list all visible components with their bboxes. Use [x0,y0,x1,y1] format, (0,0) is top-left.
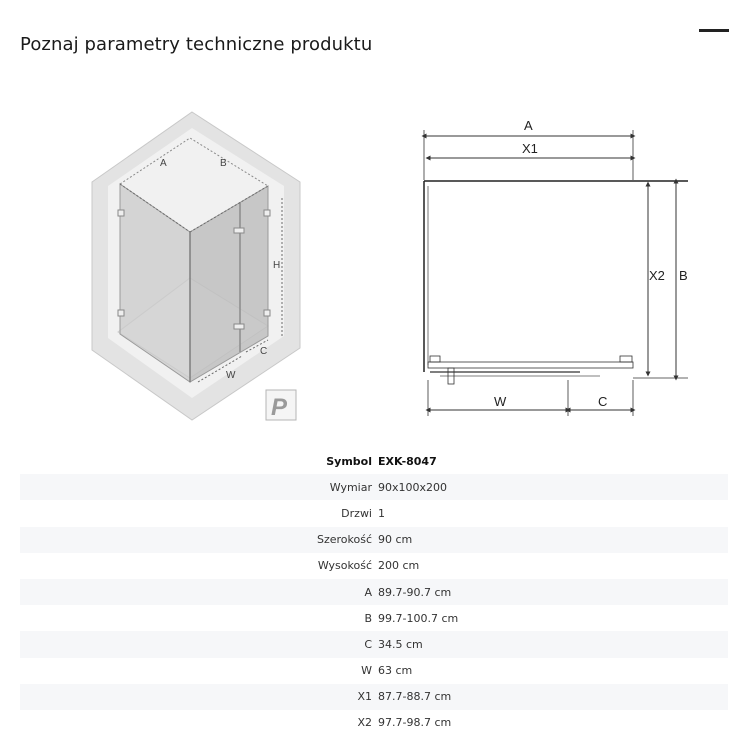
plan-label-b: B [679,268,688,283]
spec-value: 200 cm [378,559,420,573]
spec-value: 99.7-100.7 cm [378,611,459,625]
hinge [118,310,124,316]
iso-label-c: C [260,346,268,357]
shower-iso-diagram [80,100,310,422]
spec-row [20,500,728,526]
spec-key: Szerokość [316,533,372,547]
shower-plan-diagram [400,110,700,420]
spec-key: X2 [357,716,372,730]
menu-toggle-icon[interactable] [699,29,729,32]
spec-row [20,448,728,474]
spec-value: 90x100x200 [378,480,448,494]
spec-value: 90 cm [378,533,413,547]
spec-key: B [364,611,372,625]
spec-row [20,710,728,736]
spec-key: X1 [357,690,372,704]
spec-row [20,605,728,631]
iso-label-a: A [160,158,167,169]
spec-value: 97.7-98.7 cm [378,716,452,730]
plan-label-x2: X2 [649,268,665,283]
iso-label-h: H [273,260,281,271]
hinge [118,210,124,216]
hinge [264,210,270,216]
plan-label-w: W [494,394,507,409]
spec-key: C [364,637,372,651]
handle [234,228,244,233]
hinge [264,310,270,316]
spec-value: 34.5 cm [378,637,423,651]
spec-key: A [364,585,372,599]
spec-key: W [361,664,372,678]
spec-row [20,553,728,579]
spec-key: Drzwi [341,506,372,520]
brand-logo-letter: P [271,394,288,421]
hinge-right [620,356,632,362]
spec-row [20,527,728,553]
spec-value: 1 [378,506,385,520]
spec-value: EXK-8047 [378,454,437,468]
spec-row [20,474,728,500]
spec-key: Wysokość [317,559,372,573]
spec-key: Symbol [326,454,372,468]
iso-label-b: B [220,158,227,169]
front-glass [428,362,633,368]
spec-value: 87.7-88.7 cm [378,690,452,704]
hinge-left [430,356,440,362]
plan-label-c: C [598,394,608,409]
specs-table [20,448,728,736]
spec-key: Wymiar [329,480,372,494]
plan-label-x1: X1 [522,141,538,156]
spec-value: 89.7-90.7 cm [378,585,452,599]
handle [234,324,244,329]
spec-row [20,631,728,657]
spec-row [20,658,728,684]
spec-row [20,684,728,710]
spec-value: 63 cm [378,664,413,678]
plan-label-a: A [524,118,533,133]
iso-label-w: W [226,370,236,381]
spec-row [20,579,728,605]
page-title: Poznaj parametry techniczne produktu [20,34,373,55]
